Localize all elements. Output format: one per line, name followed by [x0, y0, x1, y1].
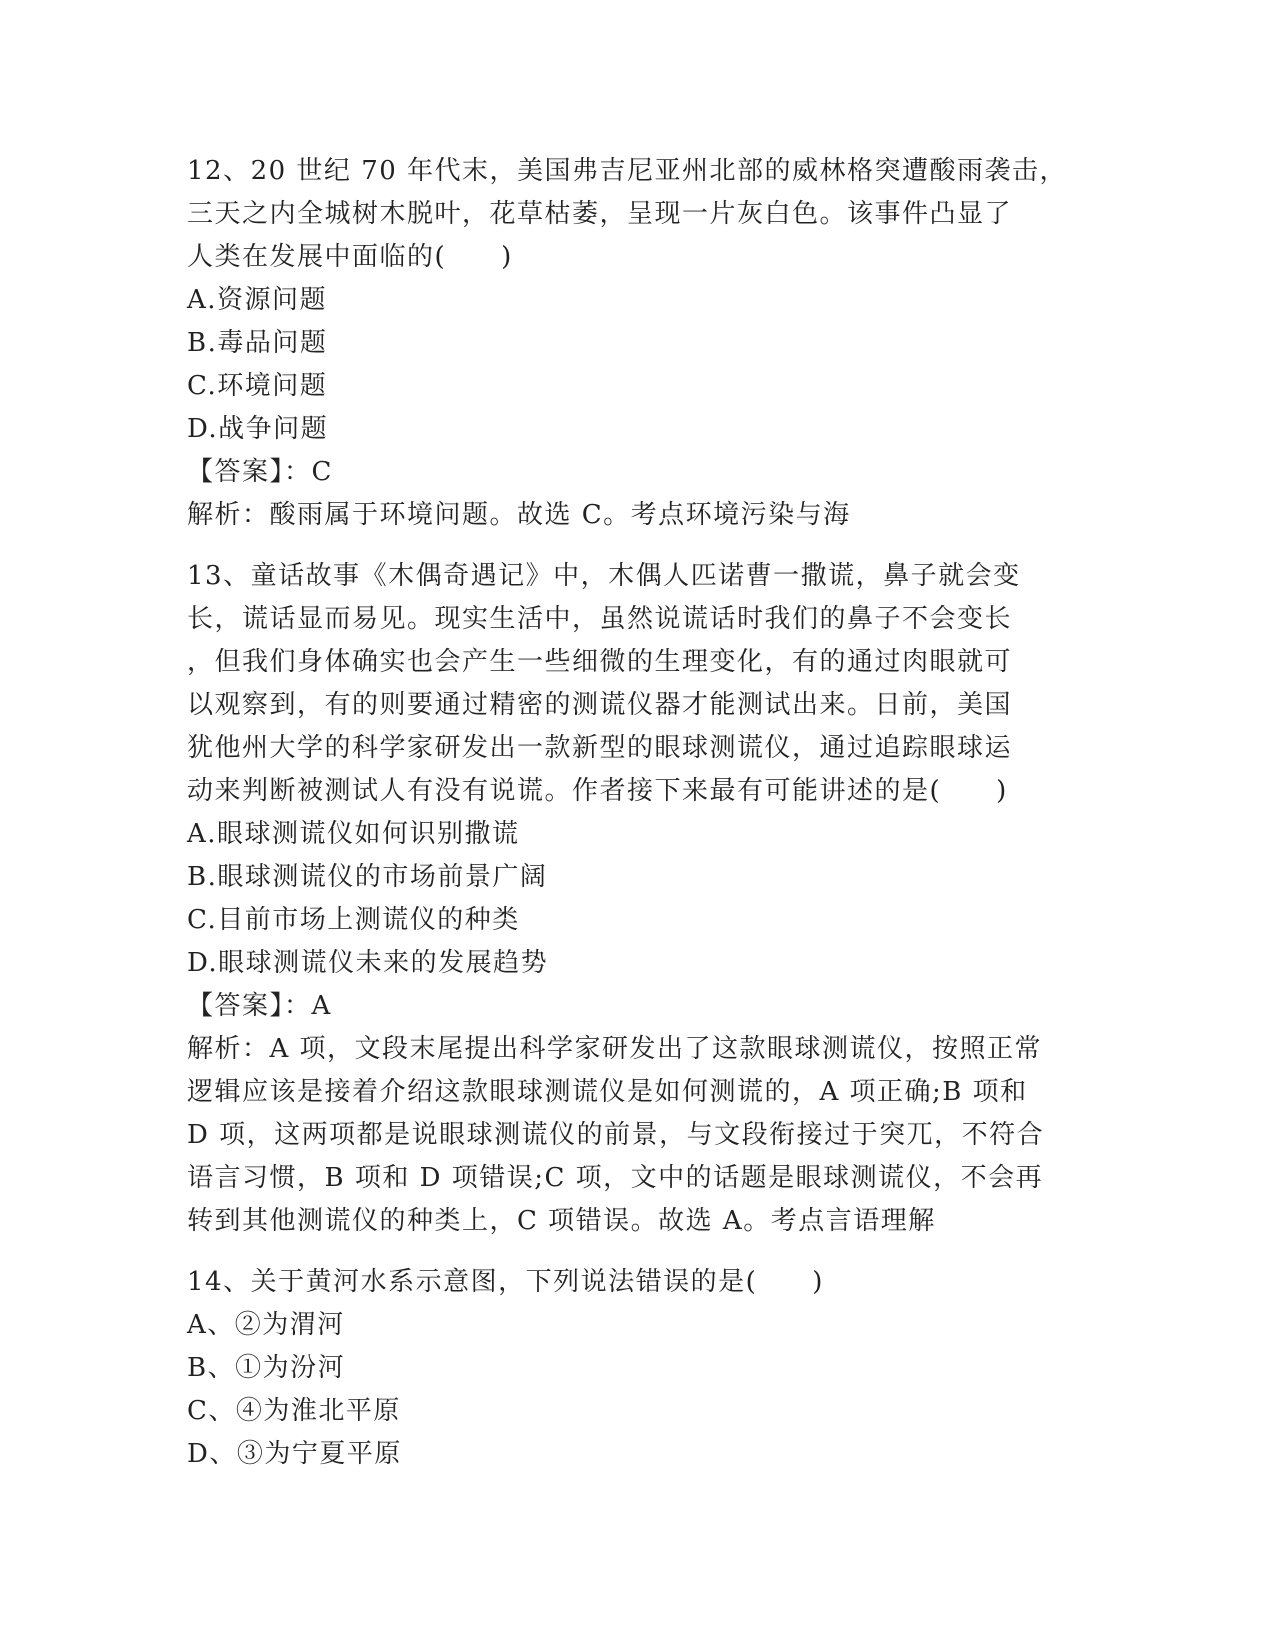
- question-stem-line: 12、20 世纪 70 年代末，美国弗吉尼亚州北部的威林格突遭酸雨袭击，: [187, 156, 1068, 186]
- option-d: D、③为宁夏平原: [187, 1439, 402, 1469]
- analysis-line: 转到其他测谎仪的种类上，C 项错误。故选 A。考点言语理解: [187, 1206, 936, 1236]
- option-b: B、①为汾河: [187, 1353, 346, 1383]
- question-stem-line: 三天之内全城树木脱叶，花草枯萎，呈现一片灰白色。该事件凸显了: [187, 199, 1013, 229]
- question-stem-line: 人类在发展中面临的( ): [187, 242, 513, 272]
- question-stem-line: 动来判断被测试人有没有说谎。作者接下来最有可能讲述的是( ): [187, 776, 1008, 806]
- question-stem-line: ，但我们身体确实也会产生一些细微的生理变化，有的通过肉眼就可: [187, 647, 1013, 677]
- option-b: B.眼球测谎仪的市场前景广阔: [187, 862, 548, 892]
- answer: 【答案】：C: [187, 457, 333, 487]
- question-13: [187, 555, 1087, 1243]
- analysis-line: 语言习惯，B 项和 D 项错误;C 项，文中的话题是眼球测谎仪，不会再: [187, 1163, 1044, 1193]
- question-14: [187, 1261, 1087, 1476]
- option-c: C.环境问题: [187, 371, 328, 401]
- option-a: A.眼球测谎仪如何识别撒谎: [187, 819, 520, 849]
- question-stem-line: 以观察到，有的则要通过精密的测谎仪器才能测试出来。日前，美国: [187, 690, 1013, 720]
- analysis-line: D 项，这两项都是说眼球测谎仪的前景，与文段衔接过于突兀，不符合: [187, 1120, 1045, 1150]
- option-b: B.毒品问题: [187, 328, 328, 358]
- question-12: [187, 150, 1087, 537]
- document-page: [187, 150, 1087, 1476]
- question-stem-line: 13、童话故事《木偶奇遇记》中，木偶人匹诺曹一撒谎，鼻子就会变: [187, 561, 1021, 591]
- question-stem-line: 犹他州大学的科学家研发出一款新型的眼球测谎仪，通过追踪眼球运: [187, 733, 1013, 763]
- option-d: D.战争问题: [187, 414, 329, 444]
- analysis-line: 解析：A 项，文段末尾提出科学家研发出了这款眼球测谎仪，按照正常: [187, 1034, 1043, 1064]
- question-stem-line: 14、关于黄河水系示意图，下列说法错误的是( ): [187, 1267, 824, 1297]
- option-a: A、②为渭河: [187, 1310, 345, 1340]
- answer: 【答案】：A: [187, 991, 332, 1021]
- analysis-line: 逻辑应该是接着介绍这款眼球测谎仪是如何测谎的，A 项正确;B 项和: [187, 1077, 1028, 1107]
- option-c: C.目前市场上测谎仪的种类: [187, 905, 520, 935]
- analysis-line: 解析：酸雨属于环境问题。故选 C。考点环境污染与海: [187, 500, 851, 530]
- option-d: D.眼球测谎仪未来的发展趋势: [187, 948, 549, 978]
- option-c: C、④为淮北平原: [187, 1396, 401, 1426]
- option-a: A.资源问题: [187, 285, 328, 315]
- question-stem-line: 长，谎话显而易见。现实生活中，虽然说谎话时我们的鼻子不会变长: [187, 604, 1013, 634]
